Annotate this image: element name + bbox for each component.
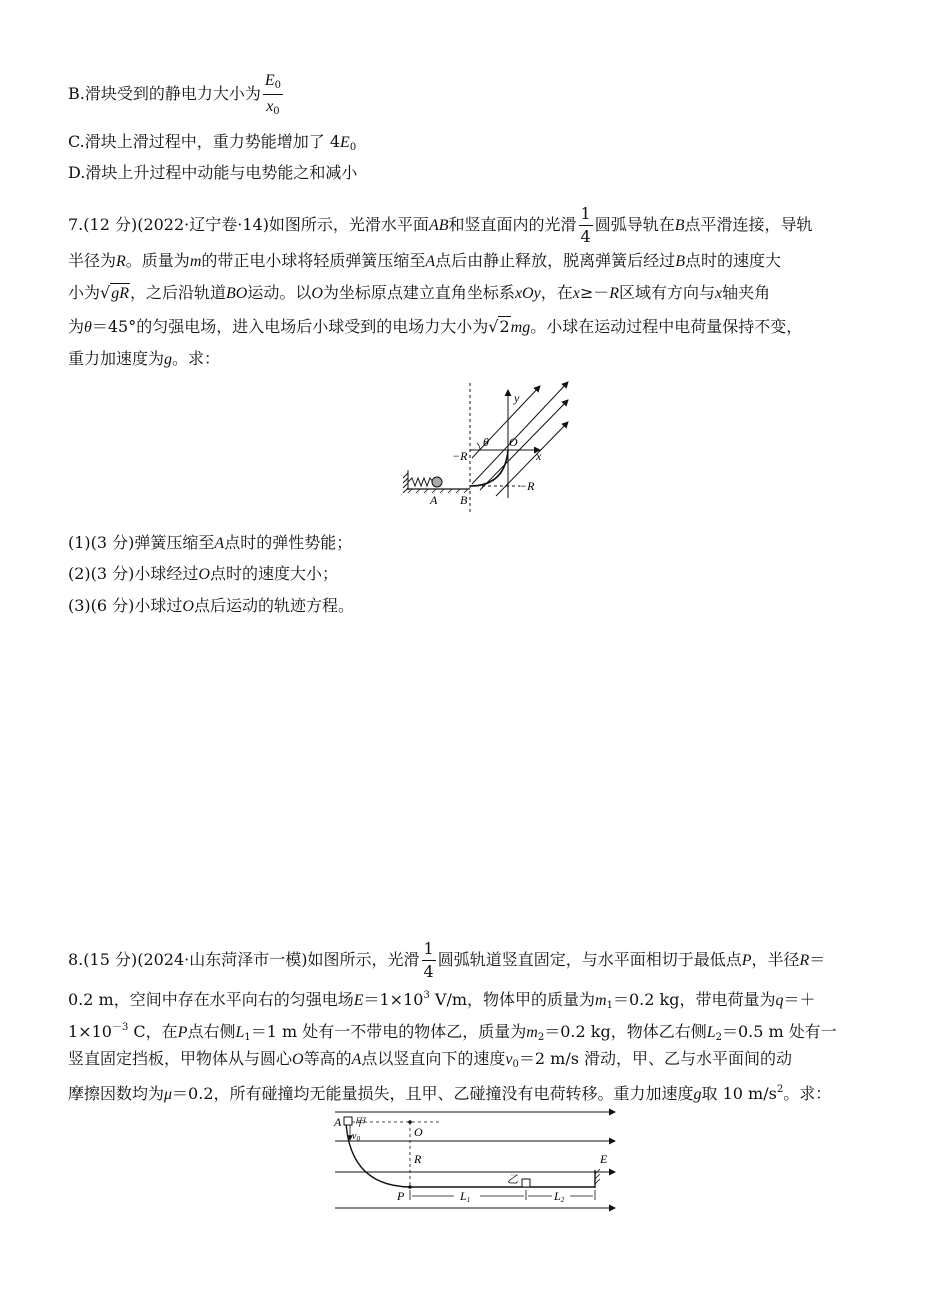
label-o: O [509,435,518,449]
label-b: B [460,493,468,507]
quarter-fraction: $\frac{1}{4}$ [580,204,591,246]
q7-line-4: 为θ＝45°的匀强电场，进入电场后小球受到的电场力大小为√2mg。小球在运动过程中电荷量保持不变， [68,317,803,336]
q8-figure [330,1108,620,1213]
q7-sub-2: (2)(3 分)小球经过O点时的速度大小； [68,564,338,583]
label-y: y [514,391,520,405]
block-jia [344,1117,352,1125]
label-l2: L2 [554,1189,565,1204]
label-a: A [430,493,438,507]
label-x: x [536,449,542,463]
q8-line-2: 0.2 m，空间中存在水平向右的匀强电场$E=1\times 10^3$ V/m，物体甲的质量为$m_1=0.2$ kg，带电荷量为q＝＋ [68,990,816,1011]
field-lines-q8 [335,1112,615,1208]
label-o-q8: O [414,1125,423,1139]
sqrt-gR: √gR [100,283,129,302]
q7-line-2: 半径为R。质量为m的带正电小球将轻质弹簧压缩至A点后由静止释放，脱离弹簧后经过B点时的速度大 [68,251,781,270]
q8-line-3: $1\times 10^{-3}$ C，在P点右侧$L_1=1$ m 处有一不带电的物体乙，质量为$m_2=0.2$ kg，物体乙右侧$L_2=0.5$ m 处有一 [68,1022,837,1043]
q8-line-4: 竖直固定挡板，甲物体从与圆心O等高的A点以竖直向下的速度$v_0=2$ m/s 滑动，甲、乙与水平面间的动 [68,1049,793,1070]
label-theta: θ [483,435,489,449]
ball [432,477,442,487]
block-yi [522,1179,530,1187]
q7-line-1: 7.(12 分)(2022·辽宁卷·14)如图所示，光滑水平面AB和竖直面内的光滑 $\frac{1}{4}$ 圆弧导轨在B点平滑连接，导轨 [68,204,813,246]
center-o-dot [408,1120,412,1124]
sqrt-2: √2 [488,317,510,336]
label-e-q8: E [600,1152,608,1166]
label-neg-r-right: −R [519,479,535,493]
spring [408,478,433,486]
q6-option-b [68,72,285,117]
wall-hatch-q8 [595,1169,600,1184]
q6-option-c: C.滑块上滑过程中，重力势能增加了 $4E_0$ [68,132,357,153]
theta-arc [477,443,480,450]
label-l1: L1 [460,1189,471,1204]
option-b-fraction: $\frac{E_0}{x_0}$ [264,72,282,117]
label-r-q8: R [414,1152,422,1166]
label-neg-r-left: −R [452,449,468,463]
label-jia: 甲 [354,1117,365,1129]
ground-hatch [408,489,468,493]
q7-sub-3: (3)(6 分)小球过O点后运动的轨迹方程。 [68,596,354,615]
q7-diagram [400,378,570,518]
quarter-fraction-q8: $\frac{1}{4}$ [423,939,434,981]
wall-hatch [403,470,408,493]
label-v0: $v_0$ [352,1131,360,1143]
q8-line-1: 8.(15 分)(2024·山东菏泽市一模)如图所示，光滑 $\frac{1}{4}$ 圆弧轨道竖直固定，与水平面相切于最低点P，半径R＝ [68,939,826,981]
point-p-dot [408,1185,412,1189]
dimension-lines [410,1190,595,1200]
option-b-text: B.滑块受到的静电力大小为 [68,84,261,103]
q7-line-3: 小为√gR，之后沿轨道BO运动。以O为坐标原点建立直角坐标系xOy，在x≥－R区域有方向与x轴夹角 [68,283,771,302]
q8-line-5: 摩擦因数均为μ＝0.2，所有碰撞均无能量损失，且甲、乙碰撞没有电荷转移。重力加速度g取 10 $m/s^2$。求： [68,1084,832,1103]
label-p-q8: P [397,1189,405,1203]
label-yi: 乙 [507,1174,518,1186]
q7-figure [400,378,570,518]
q8-diagram [330,1108,620,1213]
q7-line-5: 重力加速度为g。求： [68,349,221,368]
q7-sub-1: (1)(3 分)弹簧压缩至A点时的弹性势能； [68,533,353,552]
q6-option-d: D.滑块上升过程中动能与电势能之和减小 [68,163,358,182]
label-a-q8: A [334,1115,342,1129]
